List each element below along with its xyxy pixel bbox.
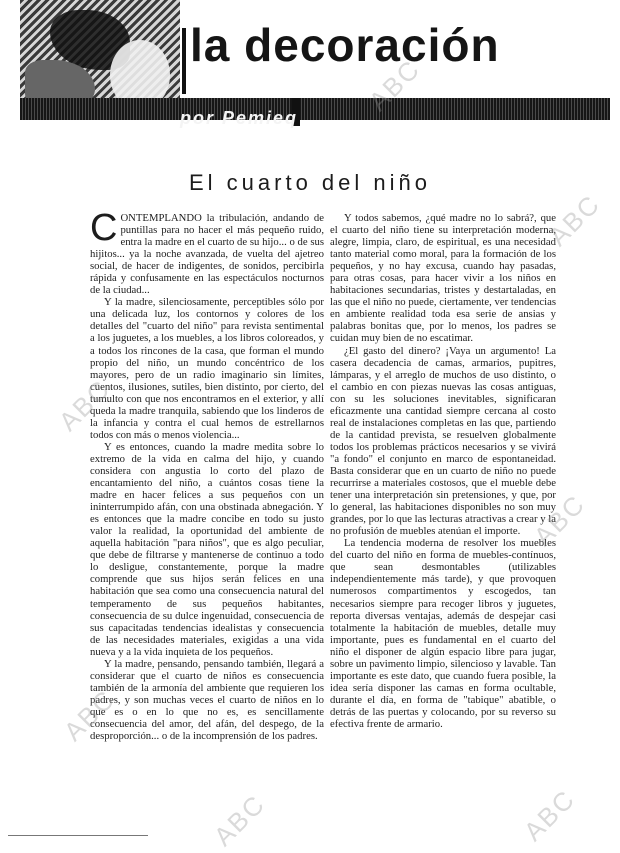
page-title: la decoración (190, 19, 500, 71)
byline: por Pemieq (180, 108, 299, 128)
watermark-text: ABC (527, 488, 592, 552)
article-column-right (330, 212, 556, 792)
watermark-text: ABC (517, 783, 582, 847)
header-band (20, 98, 610, 120)
watermark-text: ABC (207, 788, 272, 852)
watermark-text: ABC (52, 373, 117, 437)
title-rule (182, 28, 186, 94)
paragraph: Y es entonces, cuando la madre medita sobre lo extremo de la vida en calma del hijo, y cuando considera con angustia lo corto del plazo de encantamiento del niño, a cuántos cosas tiene la madre en hacer felices a sus pequeños con un ininterrumpido afán, con una obstinada abnegación. Y es entonces que la madre concibe en todo su justo valor la realidad, la oportunidad del ambiente de aquella habitación "para niños", que es algo peculiar, que debe de filtrarse y mantenerse de continuo a todo lo desligue, constantemente, porque la madre comprende que sus hijos serán felices en una habitación que sea como una consecuencia natural del temperamento de sus pequeños habitantes, consecuencia de su dulce ingenuidad, consecuencia de sus capacitadas tendencias idealistas y consecuencia de las necesidades materiales, exigidas a una vida nueva y a la vida inquieta de los pequeños. (90, 440, 324, 658)
paragraph: Y la madre, silenciosamente, perceptibles sólo por una delicada luz, los contornos y colores de los detalles del "cuarto del niño" para revista sentimental a los juguetes, a los muebles, a los libros coloreados, y a todos los rincones de la casa, que forman el mundo propio del niño, un mundo concéntrico de los mayores, pero de un radio imaginario sin límites, cuentos, ilusiones, sutiles, bien distinto, por cierto, del tumulto con que nos encontramos en el exterior, y allí queda la madre tranquila, sabiendo que los linderos de la infancia y contra el cual hemos de estrellarnos todos con más o menos violencia... (90, 296, 324, 441)
paragraph: Y la madre, pensando, pensando también, llegará a considerar que el cuarto de niños es consecuencia también de la armonía del ambiente que requieren los padres, y son muchas veces el cuarto de niños en lo que es o en lo que no es, es sencillamente consecuencia del amor, del afán, del despego, de la desproporción... o de la incomprensión de los padres. (90, 657, 324, 743)
paragraph: ¿El gasto del dinero? ¡Vaya un argumento! La casera decadencia de camas, armarios, pupitres, lámparas, y el arreglo de muchos de uso distinto, o el cambio en con piezas nuevas las cosas antiguas, con su les soluciones inevitables, significaran eficazmente una cantidad siempre cercana al costo real de instalaciones completas en las que, partiendo de la cantidad prevista, se resuelven globalmente todos los problemas prácticos necesarios y se vivirá "a fondo" el conjunto en marco de espontaneidad. Basta considerar que en un cuarto de niño no puede recurrirse a materiales costosos, que el mueble debe tener una interpretación sin pretensiones, y que, por lo general, las habitaciones disponibles no son muy grandes, por lo que las lecturas atractivas a crear y la no profusión de muebles atenúan el importe. (330, 344, 556, 538)
article-subtitle: El cuarto del niño (189, 170, 431, 195)
watermark-text: ABC (57, 683, 122, 747)
footer-rule (8, 835, 148, 836)
drop-cap: C (90, 212, 118, 249)
paragraph-text: ONTEMPLANDO la tribulación, andando de puntillas para no hacer el más pequeño ruido, entra la madre en el cuarto de su hijo... o de sus hijitos... ya la noche avanzada, de vuelta del ajetreo social, de hacer de indigentes, de sonidos, percibirla rápida y confusamente en las espectáculos nocturnos de la ciudad... (90, 212, 324, 297)
paragraph: Y todos sabemos, ¿qué madre no lo sabrá?, que el cuarto del niño tiene su interpretación moderna, alegre, limpia, claro, de espiritual, es una necesidad tanto material como moral, para la formación de los pequeños, y no hay excusa, cuando hay pasadas, para otras cosas, para hacer vivir a los niños en habitaciones secundarias, tristes y destartaladas, en las que el niño no puede, ciertamente, ver tendencias en ambiente realidad toda esa serie de ansias y palabras bonitas que, por lo menos, los padres se cuidan muy bien de no escatimar. (330, 212, 556, 345)
watermark-text: ABC (542, 188, 607, 252)
paragraph: La tendencia moderna de resolver los muebles del cuarto del niño en forma de muebles-contínuos, que sean desmontables (utilizables independientemente más tarde), y que provoquen numerosos compartimentos y escogedos, tan necesarios siempre para recoger libros y juguetes, reporta diversas ventajas, además de despejar casi totalmente la habitación de muebles, detalle muy importante, pues es fundamental en el cuarto del niño el disponer de algún espacio libre para jugar, sobre un pavimento limpio, silencioso y lavable. Tan importante es este dato, que cuando fuera posible, la idea sería disponer las camas en forma ocultable, durante el día, en forma de "tabique" abatible, o detrás de las puertas y colocando, por su reverso su efectiva frente de armario. (330, 537, 556, 730)
paragraph (90, 212, 324, 296)
article-column-left (90, 212, 324, 792)
watermark-text: ABC (362, 53, 427, 117)
